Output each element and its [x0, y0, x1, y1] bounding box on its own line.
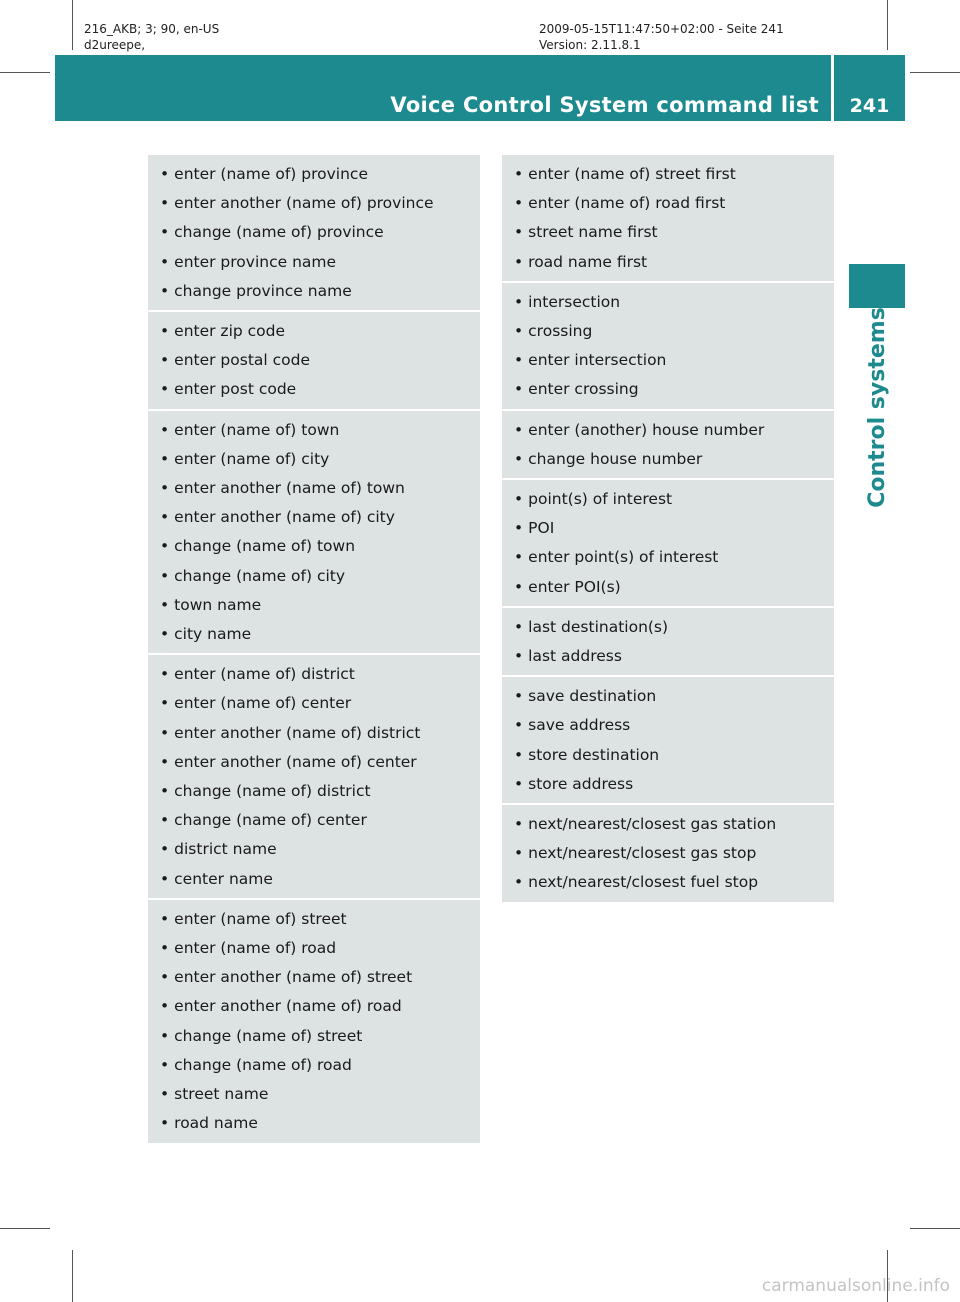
command-item: • enter (name of) province [160, 160, 468, 189]
command-group [502, 480, 834, 608]
command-item: • change province name [160, 277, 468, 306]
command-item: • change (name of) city [160, 562, 468, 591]
command-item: • store destination [514, 741, 822, 770]
command-item: • enter (name of) road [160, 934, 468, 963]
print-meta-left [84, 21, 219, 53]
command-item: • enter another (name of) province [160, 189, 468, 218]
command-item: • enter (another) house number [514, 416, 822, 445]
command-item: • last address [514, 642, 822, 671]
command-list-right [502, 155, 834, 904]
meta-left-line2: d2ureepe, [84, 38, 146, 52]
command-item: • change (name of) town [160, 532, 468, 561]
command-item: • street name first [514, 218, 822, 247]
command-item: • enter (name of) town [160, 416, 468, 445]
command-item: • enter (name of) city [160, 445, 468, 474]
command-item: • enter (name of) center [160, 689, 468, 718]
command-item: • district name [160, 835, 468, 864]
section-label [849, 306, 905, 508]
command-group [502, 283, 834, 411]
command-item: • change (name of) center [160, 806, 468, 835]
command-group [148, 900, 480, 1145]
chapter-header [55, 55, 905, 121]
command-group [502, 677, 834, 805]
command-item: • next/nearest/closest fuel stop [514, 868, 822, 897]
command-item: • enter another (name of) town [160, 474, 468, 503]
command-item: • center name [160, 865, 468, 894]
watermark: carmanualsonline.info [761, 1276, 950, 1296]
meta-right-line1: 2009-05-15T11:47:50+02:00 - Seite 241 [539, 22, 784, 36]
command-item: • enter province name [160, 248, 468, 277]
section-label-text: Control systems [864, 306, 890, 508]
page-title: Voice Control System command list [390, 93, 819, 117]
command-item: • change (name of) street [160, 1022, 468, 1051]
command-item: • enter another (name of) road [160, 992, 468, 1021]
command-item: • enter post code [160, 375, 468, 404]
command-item: • city name [160, 620, 468, 649]
crop-mark [910, 72, 960, 73]
command-item: • enter (name of) district [160, 660, 468, 689]
command-item: • change (name of) province [160, 218, 468, 247]
command-item: • enter another (name of) district [160, 719, 468, 748]
command-item: • enter intersection [514, 346, 822, 375]
section-tab-marker [849, 264, 905, 308]
command-item: • POI [514, 514, 822, 543]
command-item: • enter another (name of) street [160, 963, 468, 992]
command-item: • last destination(s) [514, 613, 822, 642]
command-group [502, 155, 834, 283]
command-item: • store address [514, 770, 822, 799]
command-item: • enter postal code [160, 346, 468, 375]
command-group [148, 312, 480, 411]
crop-mark [887, 0, 888, 50]
command-item: • enter point(s) of interest [514, 543, 822, 572]
print-meta-right [539, 21, 784, 53]
command-item: • enter (name of) street [160, 905, 468, 934]
command-group [502, 608, 834, 677]
command-item: • point(s) of interest [514, 485, 822, 514]
command-item: • enter POI(s) [514, 573, 822, 602]
page-number: 241 [849, 95, 890, 117]
command-item: • town name [160, 591, 468, 620]
command-item: • save destination [514, 682, 822, 711]
command-item: • enter zip code [160, 317, 468, 346]
meta-right-line2: Version: 2.11.8.1 [539, 38, 641, 52]
command-item: • next/nearest/closest gas station [514, 810, 822, 839]
command-item: • change (name of) road [160, 1051, 468, 1080]
command-group [148, 155, 480, 312]
command-item: • next/nearest/closest gas stop [514, 839, 822, 868]
crop-mark [72, 1250, 73, 1302]
command-item: • intersection [514, 288, 822, 317]
command-item: • road name first [514, 248, 822, 277]
crop-mark [0, 72, 50, 73]
command-item: • street name [160, 1080, 468, 1109]
meta-left-line1: 216_AKB; 3; 90, en-US [84, 22, 220, 36]
command-group [148, 411, 480, 656]
command-item: • enter another (name of) center [160, 748, 468, 777]
command-item: • change house number [514, 445, 822, 474]
command-item: • enter another (name of) city [160, 503, 468, 532]
command-group [502, 805, 834, 904]
command-group [148, 655, 480, 900]
command-group [502, 411, 834, 480]
crop-mark [0, 1228, 50, 1229]
crop-mark [910, 1228, 960, 1229]
command-item: • save address [514, 711, 822, 740]
command-list-left [148, 155, 480, 1145]
command-item: • road name [160, 1109, 468, 1138]
command-item: • enter (name of) street first [514, 160, 822, 189]
crop-mark [72, 0, 73, 50]
command-item: • crossing [514, 317, 822, 346]
command-item: • enter (name of) road first [514, 189, 822, 218]
command-item: • change (name of) district [160, 777, 468, 806]
command-item: • enter crossing [514, 375, 822, 404]
